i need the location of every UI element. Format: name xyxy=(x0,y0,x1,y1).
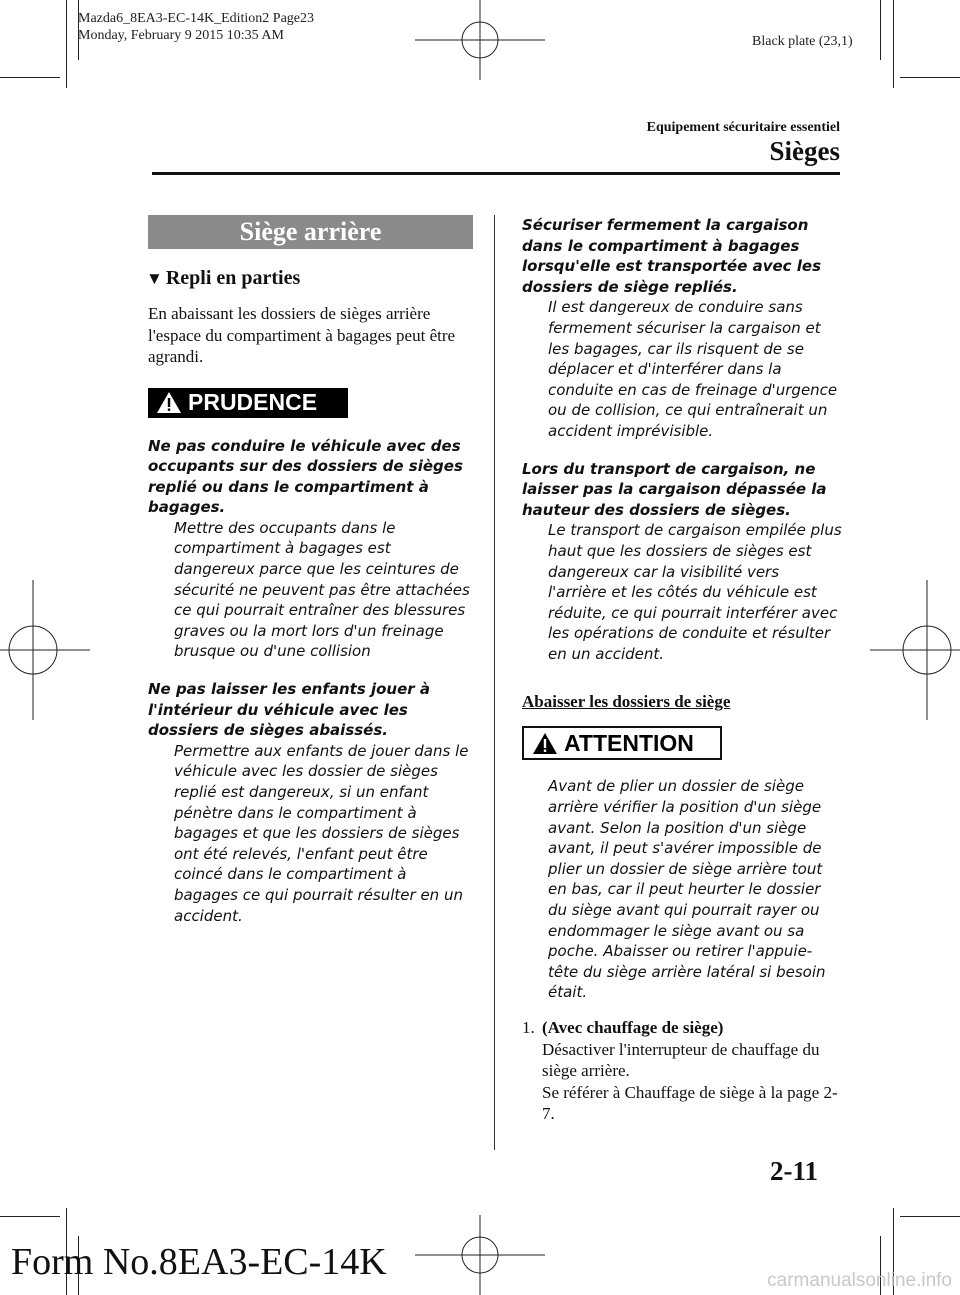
step-line: Désactiver l'interrupteur de chauffage du siège arrière. xyxy=(542,1039,820,1080)
watermark: carmanualsonline.info xyxy=(767,1270,952,1291)
subsection-link-heading: Abaisser les dossiers de siège xyxy=(522,692,731,712)
registration-target-bottom xyxy=(415,1215,545,1295)
print-meta-line1: Mazda6_8EA3-EC-14K_Edition2 Page23 xyxy=(78,11,315,26)
registration-target-left xyxy=(0,580,90,720)
step-item xyxy=(522,1017,842,1125)
attention-banner xyxy=(522,726,722,760)
chapter-title: Equipement sécuritaire essentiel xyxy=(646,120,840,135)
right-column xyxy=(522,215,842,1125)
triangle-down-icon: ▼ xyxy=(146,269,163,288)
header-rule xyxy=(152,172,840,175)
column-divider xyxy=(494,215,495,1150)
page-title: Sièges xyxy=(769,136,840,166)
caution-banner xyxy=(148,388,348,418)
warning-body: Mettre des occupants dans le compartiment à bagages est dangereux parce que les ceintures de sécurité ne peuvent pas être attachées ce qui pourrait entraîner des blessures graves ou la mort lors d'un freinage brusque ou d'une collision xyxy=(174,518,470,661)
caution-label: PRUDENCE xyxy=(188,389,318,415)
warning-body: Le transport de cargaison empilée plus haut que les dossiers de sièges est dangereux car la visibilité vers l'arrière et les côtés du véhicule est réduite, ce qui pourrait interférer avec les opérations de conduite et résulter en un accident. xyxy=(548,521,842,663)
plate-label: Black plate (23,1) xyxy=(752,34,853,49)
warning-body: Il est dangereux de conduire sans fermement sécuriser la cargaison et les bagages, car ils risquent de se déplacer et d'interférer dans la conduite en cas de freinage d'urgence ou de collision, ce qui entraînerait un accident imprévisible. xyxy=(548,298,838,440)
print-meta-line2: Monday, February 9 2015 10:35 AM xyxy=(78,28,284,43)
subsection-heading xyxy=(146,267,473,290)
attention-body: Avant de plier un dossier de siège arrière vérifier la position d'un siège avant. Selon la position d'un siège avant, il peut s'avérer impossible de plier un dossier de siège arrière tout en bas, car il peut heurter le dossier du siège avant qui pourrait rayer ou endommager le siège avant ou sa poche. Abaisser ou retirer l'appuie-tête du siège arrière latéral si besoin était. xyxy=(548,777,826,1002)
registration-target-top xyxy=(415,0,545,80)
page-number: 2-11 xyxy=(770,1156,819,1186)
subsection-heading-text: Repli en parties xyxy=(165,267,301,289)
warning-title: Ne pas conduire le véhicule avec des occupants sur des dossiers de sièges replié ou dans le compartiment à bagages. xyxy=(148,436,463,517)
step-title: (Avec chauffage de siège) xyxy=(542,1018,724,1037)
warning-title: Ne pas laisser les enfants jouer à l'intérieur du véhicule avec les dossiers de sièges abaissés. xyxy=(148,680,431,740)
warning-title: Sécuriser fermement la cargaison dans le compartiment à bagages lorsqu'elle est transportée avec les dossiers de siège repliés. xyxy=(522,216,822,296)
warning-body: Permettre aux enfants de jouer dans le véhicule avec les dossier de sièges replié est dangereux, si un enfant pénètre dans le compartiment à bagages et que les dossiers de sièges ont été relevés, l'enfant peut être coincé dans le compartiment à bagages ce qui pourrait résulter en un accident. xyxy=(174,741,469,925)
step-line: Se référer à Chauffage de siège à la page 2-7. xyxy=(542,1082,838,1123)
warning-title: Lors du transport de cargaison, ne laisser pas la cargaison dépassée la hauteur des dossiers de sièges. xyxy=(522,459,827,519)
warning-triangle-icon xyxy=(532,732,558,755)
section-title: Siège arrière xyxy=(148,215,473,249)
step-content xyxy=(542,1017,842,1125)
print-metadata xyxy=(78,10,314,44)
intro-paragraph: En abaissant les dossiers de sièges arrière l'espace du compartiment à bagages peut être agrandi. xyxy=(148,304,456,366)
step-number: 1. xyxy=(522,1018,535,1037)
warning-triangle-icon xyxy=(156,391,182,414)
registration-target-right xyxy=(870,580,960,720)
form-number: Form No.8EA3-EC-14K xyxy=(11,1241,387,1283)
attention-label: ATTENTION xyxy=(564,729,694,756)
left-column xyxy=(148,215,473,926)
